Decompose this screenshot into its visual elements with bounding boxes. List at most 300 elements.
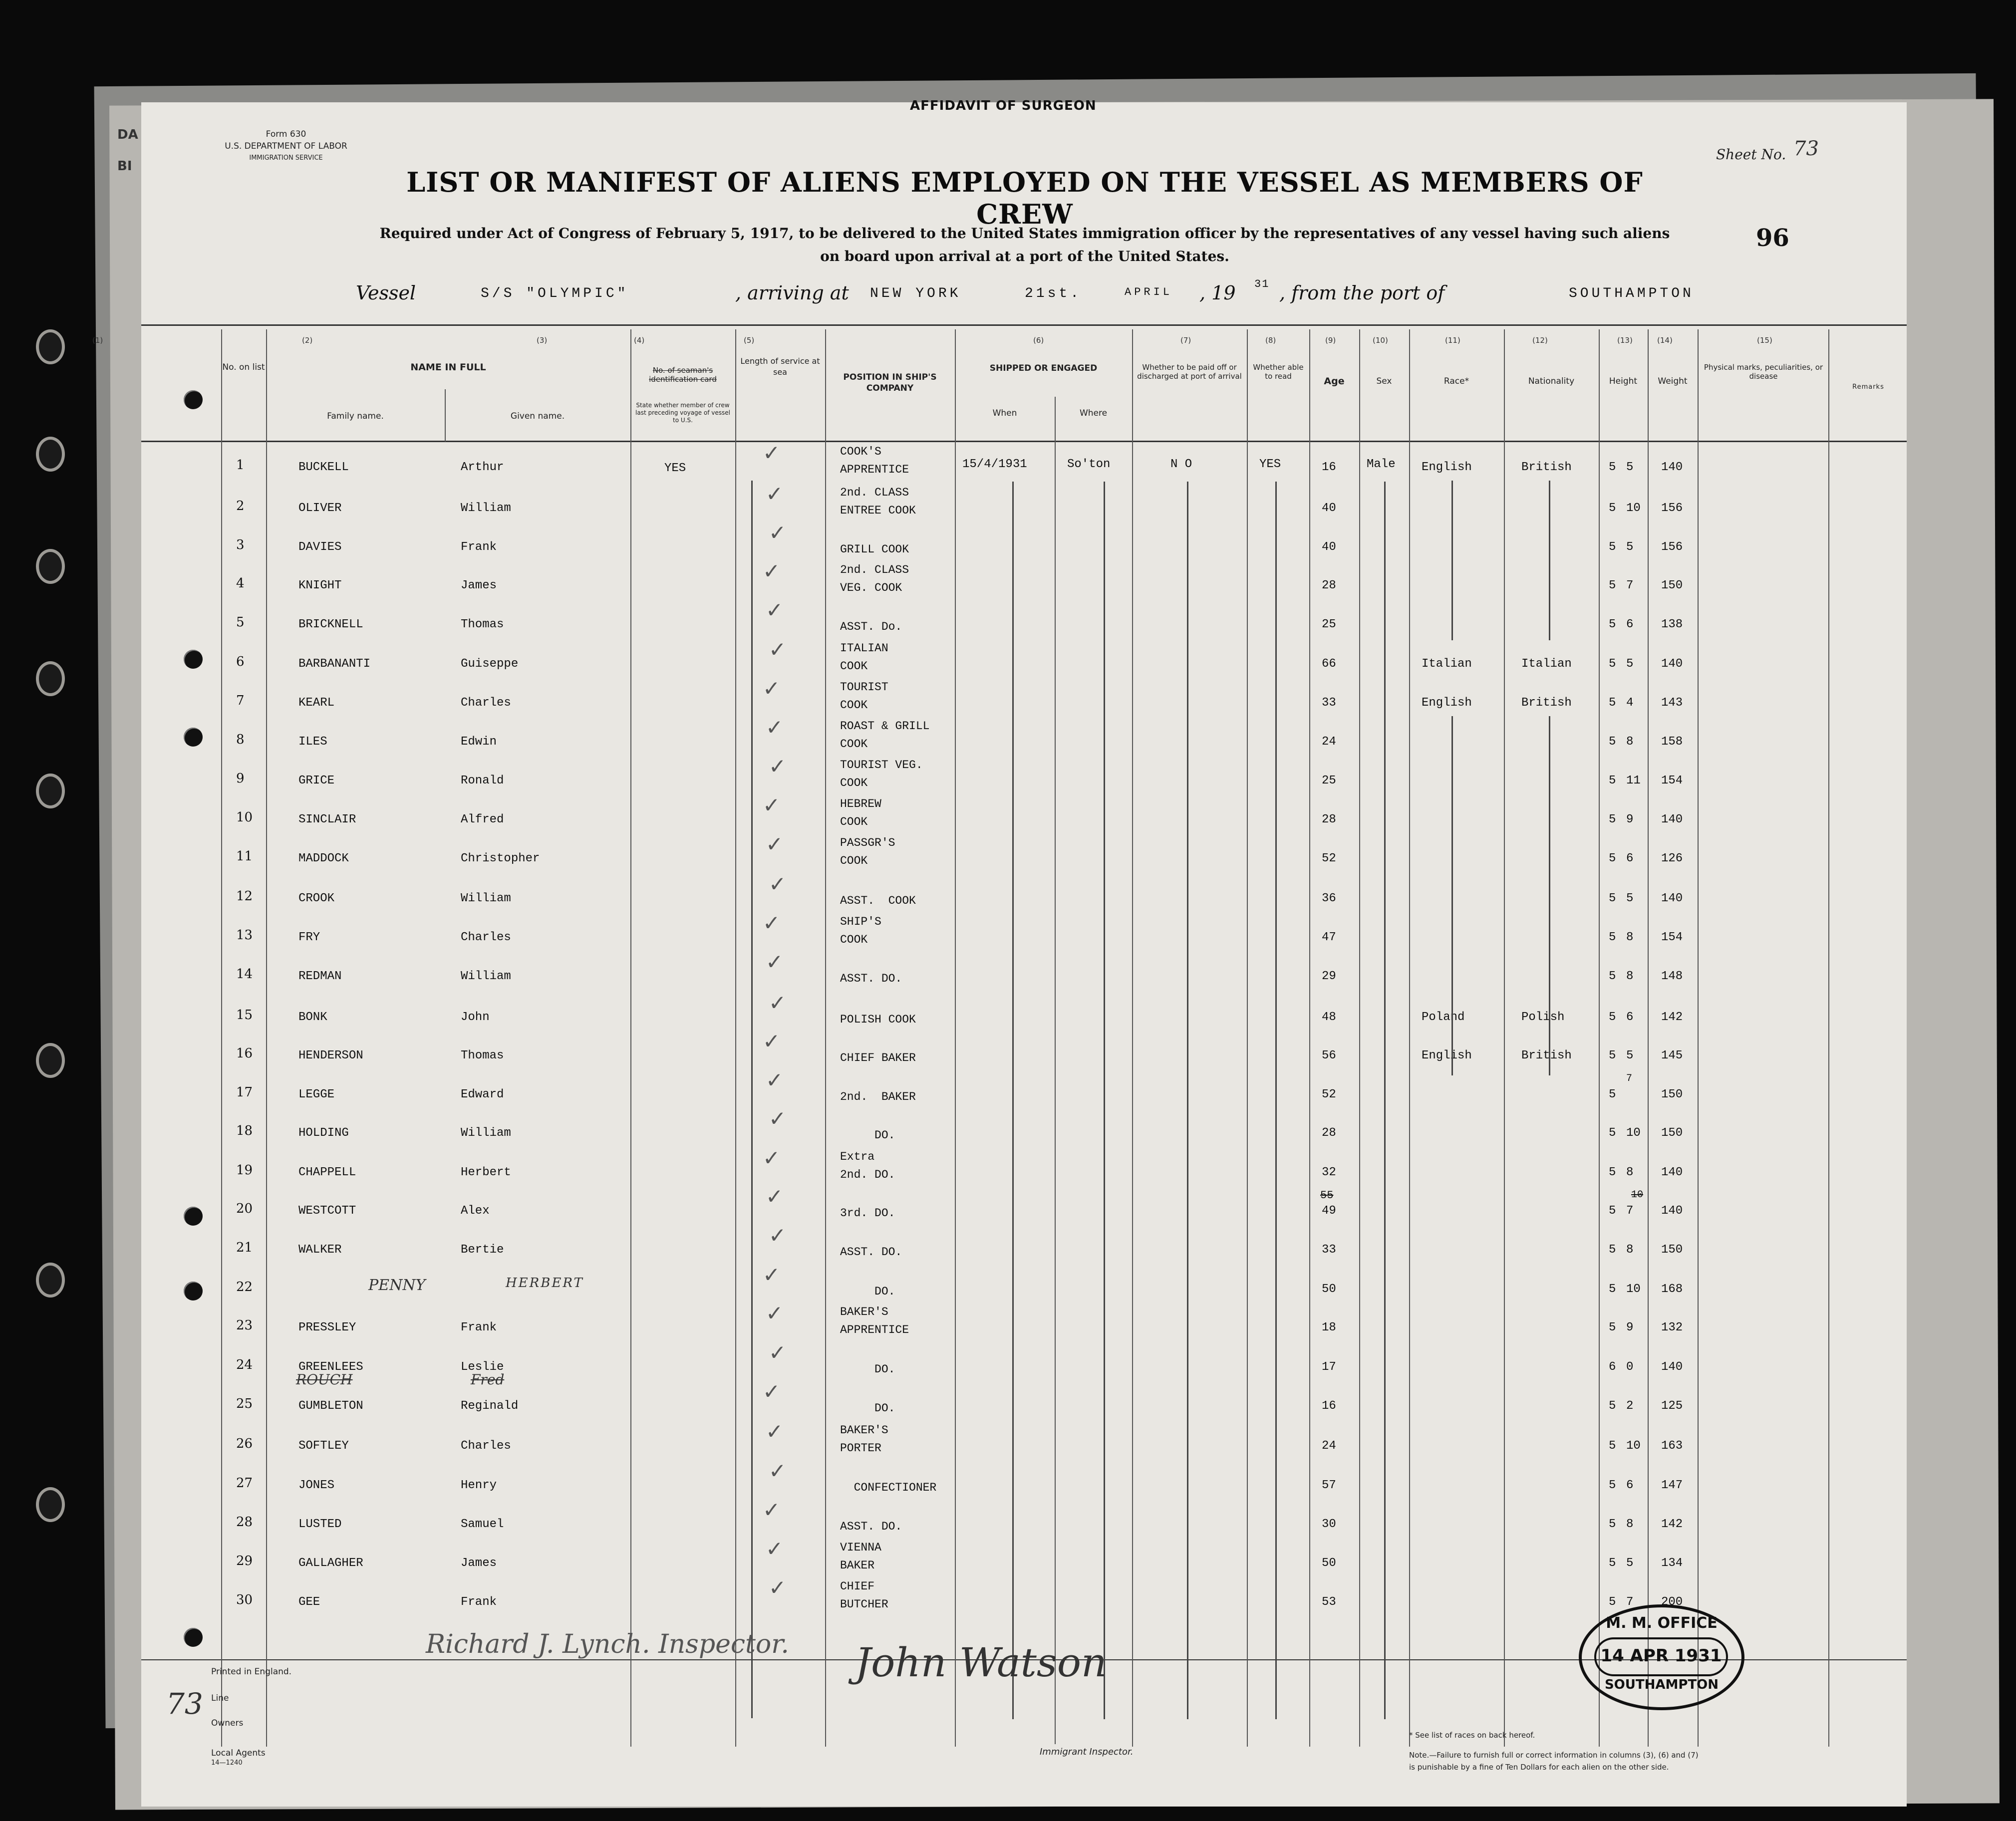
checkmark-icon: ✓ [763,1029,781,1053]
family-name: GRICE [298,774,335,787]
age: 28 [1322,579,1336,592]
age: 36 [1322,892,1336,905]
column-number: (14) [1657,336,1673,345]
sheet-label: Sheet No. [1716,146,1786,163]
header-length-service: Length of service at sea [740,356,820,377]
row-number: 19 [236,1163,253,1178]
struck-family-name: ROUCH [296,1371,353,1388]
ship-position: POLISH COOK [840,1013,916,1026]
header-where: Where [1079,408,1108,418]
given-name: William [461,970,511,983]
age: 16 [1322,461,1336,474]
header-physical-marks: Physical marks, peculiarities, or disease [1704,363,1823,381]
family-name: WESTCOTT [298,1204,356,1218]
form-number: Form 630 [266,129,306,139]
given-name: Bertie [461,1243,504,1257]
given-name: Christopher [461,852,540,865]
height-feet: 5 [1609,1204,1616,1218]
header-age: Age [1324,376,1345,387]
height-feet: 5 [1609,1088,1616,1101]
height-inches: 5 [1626,461,1634,474]
given-name: Alex [461,1204,490,1218]
given-name: Guiseppe [461,657,519,671]
header-nationality: Nationality [1528,376,1575,386]
row-number: 28 [236,1515,253,1530]
height-inches: 8 [1626,1518,1634,1531]
height-feet: 5 [1609,696,1616,710]
height-feet: 5 [1609,540,1616,554]
height-inches: 11 [1626,774,1641,787]
given-name: James [461,1557,497,1570]
ditto-line [1104,482,1105,1719]
header-weight: Weight [1658,376,1688,386]
column-number: (10) [1373,336,1388,345]
ship-position: TOURIST VEG. COOK [840,759,923,789]
given-name: Ronald [461,774,504,787]
column-divider [735,329,736,1747]
height-feet: 5 [1609,1399,1616,1413]
given-name: Frank [461,1321,497,1334]
age: 28 [1322,813,1336,826]
row-number: 20 [236,1201,253,1216]
height-inches: 6 [1626,1479,1634,1492]
note-line: Note.—Failure to furnish full or correct information in columns (3), (6) and (7) [1409,1751,1699,1760]
given-name: Alfred [461,813,504,826]
height-inches: 5 [1626,657,1634,671]
column-divider [1247,329,1248,1747]
note-line: is punishable by a fine of Ten Dollars for each alien on the other side. [1409,1763,1669,1772]
ship-position: DO. [840,1402,895,1415]
family-name: OLIVER [298,502,342,515]
struck-age: 55 [1320,1189,1334,1202]
checkmark-icon: ✓ [766,832,784,856]
height-feet: 5 [1609,1049,1616,1062]
age: 25 [1322,774,1336,787]
row-number: 2 [236,499,245,514]
header-shipped: SHIPPED OR ENGAGED [989,363,1098,373]
binder-ring [36,1043,65,1078]
height-feet: 5 [1609,1011,1616,1024]
given-name: Samuel [461,1518,504,1531]
family-name: PRESSLEY [298,1321,356,1334]
ship-position: 2nd. CLASS ENTREE COOK [840,486,916,517]
from-port: SOUTHAMPTON [1569,286,1694,301]
family-name: SOFTLEY [298,1439,349,1453]
height-inches: 6 [1626,852,1634,865]
ship-position: COOK'S APPRENTICE [840,445,909,476]
line-label: Line [211,1693,229,1703]
weight: 154 [1661,931,1683,944]
nationality: British [1521,696,1572,710]
stamp-bottom-text: SOUTHAMPTON [1604,1677,1719,1692]
weight: 150 [1661,1243,1683,1257]
height-feet: 5 [1609,1166,1616,1179]
checkmark-icon: ✓ [766,1068,784,1092]
struck-given-name: Fred [471,1371,505,1388]
height-inches: 10 [1626,502,1641,515]
race: English [1422,1049,1472,1062]
height-inches: 8 [1626,970,1634,983]
arrival-month: APRIL [1125,286,1173,298]
height-feet: 5 [1609,502,1616,515]
binder-ring [36,661,65,696]
family-name: REDMAN [298,970,342,983]
punched-hole [184,1282,203,1301]
weight: 138 [1661,618,1683,631]
ship-position: DO. [840,1129,895,1142]
height-feet: 5 [1609,1283,1616,1296]
column-divider [1599,329,1600,1747]
form-header [211,128,361,164]
nationality: British [1521,461,1572,474]
family-name: HOLDING [298,1126,349,1140]
owners-label: Owners [211,1718,244,1728]
side-label: DA [117,127,138,142]
punched-hole [184,728,203,747]
height-inches: 7 [1626,1595,1634,1609]
column-divider [1055,397,1056,1744]
column-divider [1359,329,1360,1747]
ship-position: ASST. COOK [840,894,916,907]
header-bottom-rule [141,441,1907,442]
family-name: CROOK [298,892,335,905]
weight: 168 [1661,1283,1683,1296]
checkmark-icon: ✓ [763,793,781,817]
height-feet: 5 [1609,579,1616,592]
column-divider [1409,329,1410,1747]
family-name: CHAPPELL [298,1166,356,1179]
ditto-line [1451,481,1453,640]
weight: 125 [1661,1399,1683,1413]
weight: 158 [1661,735,1683,749]
header-able-read: Whether able to read [1253,363,1304,381]
height-inches: 10 [1626,1283,1641,1296]
weight: 156 [1661,502,1683,515]
family-name: PENNY [368,1277,426,1294]
header-when: When [992,408,1017,418]
race: Poland [1422,1011,1465,1024]
race: Italian [1422,657,1472,671]
given-name: Edward [461,1088,504,1101]
weight: 140 [1661,1360,1683,1374]
race: English [1422,696,1472,710]
weight: 150 [1661,579,1683,592]
checkmark-icon: ✓ [763,1263,781,1287]
family-name: BRICKNELL [298,618,363,631]
family-name: LEGGE [298,1088,335,1101]
height-inches: 6 [1626,1011,1634,1024]
row-number: 17 [236,1085,253,1100]
age: 25 [1322,618,1336,631]
age: 33 [1322,1243,1336,1257]
age: 32 [1322,1166,1336,1179]
weight: 148 [1661,970,1683,983]
height-inches: 7 [1626,1204,1634,1218]
column-divider [266,329,267,1747]
punched-hole [184,1207,203,1226]
age: 17 [1322,1360,1336,1374]
height-feet: 5 [1609,1243,1616,1257]
age: 29 [1322,970,1336,983]
sheet-number: 73 [1793,137,1819,160]
ship-position: Extra 2nd. DO. [840,1150,895,1181]
column-number: (5) [744,336,755,345]
checkmark-icon: ✓ [763,441,781,465]
checkmark-icon: ✓ [766,598,784,622]
subtitle-line: Required under Act of Congress of February 5, 1917, to be delivered to the United States immigration officer by the representatives of any vessel having such aliens [379,225,1670,242]
age: 24 [1322,1439,1336,1453]
family-name: GALLAGHER [298,1557,363,1570]
header-position: POSITION IN SHIP'S COMPANY [843,372,937,393]
row-number: 16 [236,1046,253,1061]
row-number: 7 [236,693,245,708]
height-inches: 10 [1626,1439,1641,1453]
family-name: ILES [298,735,327,749]
weight: 140 [1661,461,1683,474]
inspector-signature: Richard J. Lynch. Inspector. [426,1629,789,1659]
given-name: Thomas [461,1049,504,1062]
header-race: Race* [1443,376,1469,386]
height-inches: 8 [1626,931,1634,944]
family-name: SINCLAIR [298,813,356,826]
checkmark-icon: ✓ [766,715,784,740]
ship-position: BAKER'S PORTER [840,1424,888,1455]
weight: 200 [1661,1595,1683,1609]
header-sex: Sex [1376,376,1392,386]
weight: 145 [1661,1049,1683,1062]
age: 40 [1322,540,1336,554]
height-feet: 5 [1609,1557,1616,1570]
given-name: William [461,502,511,515]
row-number: 9 [236,771,245,786]
row-number: 23 [236,1318,253,1333]
column-number: (9) [1325,336,1336,345]
age: 56 [1322,1049,1336,1062]
given-name: Henry [461,1479,497,1492]
weight: 140 [1661,1204,1683,1218]
column-number: (4) [634,336,645,345]
weight: 156 [1661,540,1683,554]
checkmark-icon: ✓ [769,1340,787,1365]
column-number: (13) [1617,336,1633,345]
ship-position: ITALIAN COOK [840,642,888,673]
column-number: (11) [1445,336,1460,345]
checkmark-icon: ✓ [766,482,784,506]
weight: 143 [1661,696,1683,710]
header-given-name: Given name. [510,411,565,421]
given-name: Frank [461,1595,497,1609]
header-rule [141,324,1907,326]
age: 48 [1322,1011,1336,1024]
ship-position: TOURIST COOK [840,681,888,712]
height-feet: 5 [1609,1321,1616,1334]
family-name: LUSTED [298,1518,342,1531]
checkmark-icon: ✓ [769,1459,787,1483]
vessel-name: S/S "OLYMPIC" [481,286,629,301]
ditto-line [751,481,753,1718]
header-height: Height [1609,376,1638,386]
ditto-line [1384,482,1386,1719]
given-name: HERBERT [506,1276,584,1291]
header-paid-off: Whether to be paid off or discharged at port of arrival [1137,363,1242,381]
height-feet: 5 [1609,657,1616,671]
weight: 134 [1661,1557,1683,1570]
column-number: (6) [1033,336,1044,345]
age: 52 [1322,1088,1336,1101]
header-seaman-note: State whether member of crew last preceding voyage of vessel to U.S. [635,402,730,424]
age: 47 [1322,931,1336,944]
row-number: 24 [236,1357,253,1372]
checkmark-icon: ✓ [769,1575,787,1600]
weight: 132 [1661,1321,1683,1334]
weight: 150 [1661,1088,1683,1101]
given-name: Edwin [461,735,497,749]
height-feet: 5 [1609,1439,1616,1453]
column-number: (1) [92,336,103,345]
weight: 154 [1661,774,1683,787]
family-name: BUCKELL [298,461,349,474]
height-inches: 6 [1626,618,1634,631]
column-number: (8) [1265,336,1276,345]
height-feet: 5 [1609,931,1616,944]
header-family-name: Family name. [327,411,384,421]
given-name: John [461,1011,490,1024]
age: 49 [1322,1204,1336,1218]
arriving-label: , arriving at [735,282,849,304]
height-inches: 9 [1626,1321,1634,1334]
family-name: HENDERSON [298,1049,363,1062]
weight: 147 [1661,1479,1683,1492]
checkmark-icon: ✓ [763,1498,781,1522]
checkmark-icon: ✓ [769,991,787,1015]
row-number: 26 [236,1436,253,1451]
row-number: 14 [236,967,253,982]
height-feet: 5 [1609,892,1616,905]
punched-hole [184,650,203,669]
header-no-on-list: No. on list [222,362,265,372]
weight: 140 [1661,892,1683,905]
binder-ring [36,549,65,584]
page-number: 96 [1756,224,1789,252]
sex-value: Male [1367,458,1396,471]
punched-hole [184,1628,203,1647]
ship-position: ASST. DO. [840,972,902,985]
column-divider [955,329,956,1747]
column-divider [1504,329,1505,1747]
height-inches: 2 [1626,1399,1634,1413]
row-number: 1 [236,458,245,473]
ship-position: ROAST & GRILL COOK [840,720,930,751]
ship-position: DO. [840,1363,895,1376]
checkmark-icon: ✓ [766,1537,784,1561]
margin-number: 73 [166,1687,203,1721]
nationality: British [1521,1049,1572,1062]
height-inches: 4 [1626,696,1634,710]
arriving-port: NEW YORK [870,286,961,301]
row-number: 21 [236,1240,253,1255]
given-name: Charles [461,696,511,710]
height-feet: 5 [1609,813,1616,826]
weight: 140 [1661,1166,1683,1179]
checkmark-icon: ✓ [766,950,784,974]
weight: 140 [1661,813,1683,826]
row-number: 8 [236,732,245,747]
form-code: 14—1240 [211,1759,243,1767]
checkmark-icon: ✓ [766,1301,784,1325]
age: 16 [1322,1399,1336,1413]
weight: 140 [1661,657,1683,671]
row-number: 12 [236,889,253,904]
ship-position: ASST. Do. [840,620,902,633]
given-name: Herbert [461,1166,511,1179]
checkmark-icon: ✓ [763,676,781,701]
binder-ring [36,1263,65,1298]
ship-position: ASST. DO. [840,1520,902,1533]
ship-position: 3rd. DO. [840,1207,895,1220]
ship-position: ASST. DO. [840,1246,902,1259]
weight: 142 [1661,1518,1683,1531]
family-name: KEARL [298,696,335,710]
ship-position: CONFECTIONER [840,1481,937,1494]
row-number: 18 [236,1123,253,1138]
given-name: William [461,892,511,905]
side-label: BI [117,159,132,174]
ditto-line [1451,716,1453,1075]
page-subtitle [361,222,1689,268]
column-divider [825,329,826,1747]
race-footnote: * See list of races on back hereof. [1409,1731,1535,1740]
family-name: WALKER [298,1243,342,1257]
height-inches: 5 [1626,540,1634,554]
age: 66 [1322,657,1336,671]
column-number: (12) [1532,336,1548,345]
given-name: Frank [461,540,497,554]
subtitle-line: on board upon arrival at a port of the United States. [820,248,1229,264]
height-inches: 5 [1626,1049,1634,1062]
given-name: Charles [461,931,511,944]
stamp-top-text: M. M. OFFICE [1606,1614,1718,1632]
checkmark-icon: ✓ [769,872,787,896]
height-feet: 5 [1609,1595,1616,1609]
weight: 142 [1661,1011,1683,1024]
checkmark-icon: ✓ [769,520,787,545]
handwritten-signature: John Watson [855,1639,1107,1686]
ditto-line [1275,482,1277,1719]
family-name: GUMBLETON [298,1399,363,1413]
checkmark-icon: ✓ [763,1146,781,1170]
weight: 126 [1661,852,1683,865]
nationality: Polish [1521,1011,1565,1024]
column-divider [1828,329,1829,1747]
department: U.S. DEPARTMENT OF LABOR [225,141,347,151]
row-number: 22 [236,1280,253,1295]
age: 18 [1322,1321,1336,1334]
row-number: 25 [236,1396,253,1411]
ship-position: HEBREW COOK [840,797,881,828]
row-number: 11 [236,849,253,864]
local-agents-label: Local Agents [211,1748,266,1758]
weight: 163 [1661,1439,1683,1453]
checkmark-icon: ✓ [769,1106,787,1131]
ship-position: DO. [840,1285,895,1298]
given-name: Reginald [461,1399,519,1413]
office-stamp [1579,1604,1744,1710]
given-name: Leslie [461,1360,504,1374]
height-inches: 5 [1626,1557,1634,1570]
checkmark-icon: ✓ [766,1184,784,1209]
ship-position: CHIEF BUTCHER [840,1580,888,1611]
column-number: (15) [1757,336,1772,345]
